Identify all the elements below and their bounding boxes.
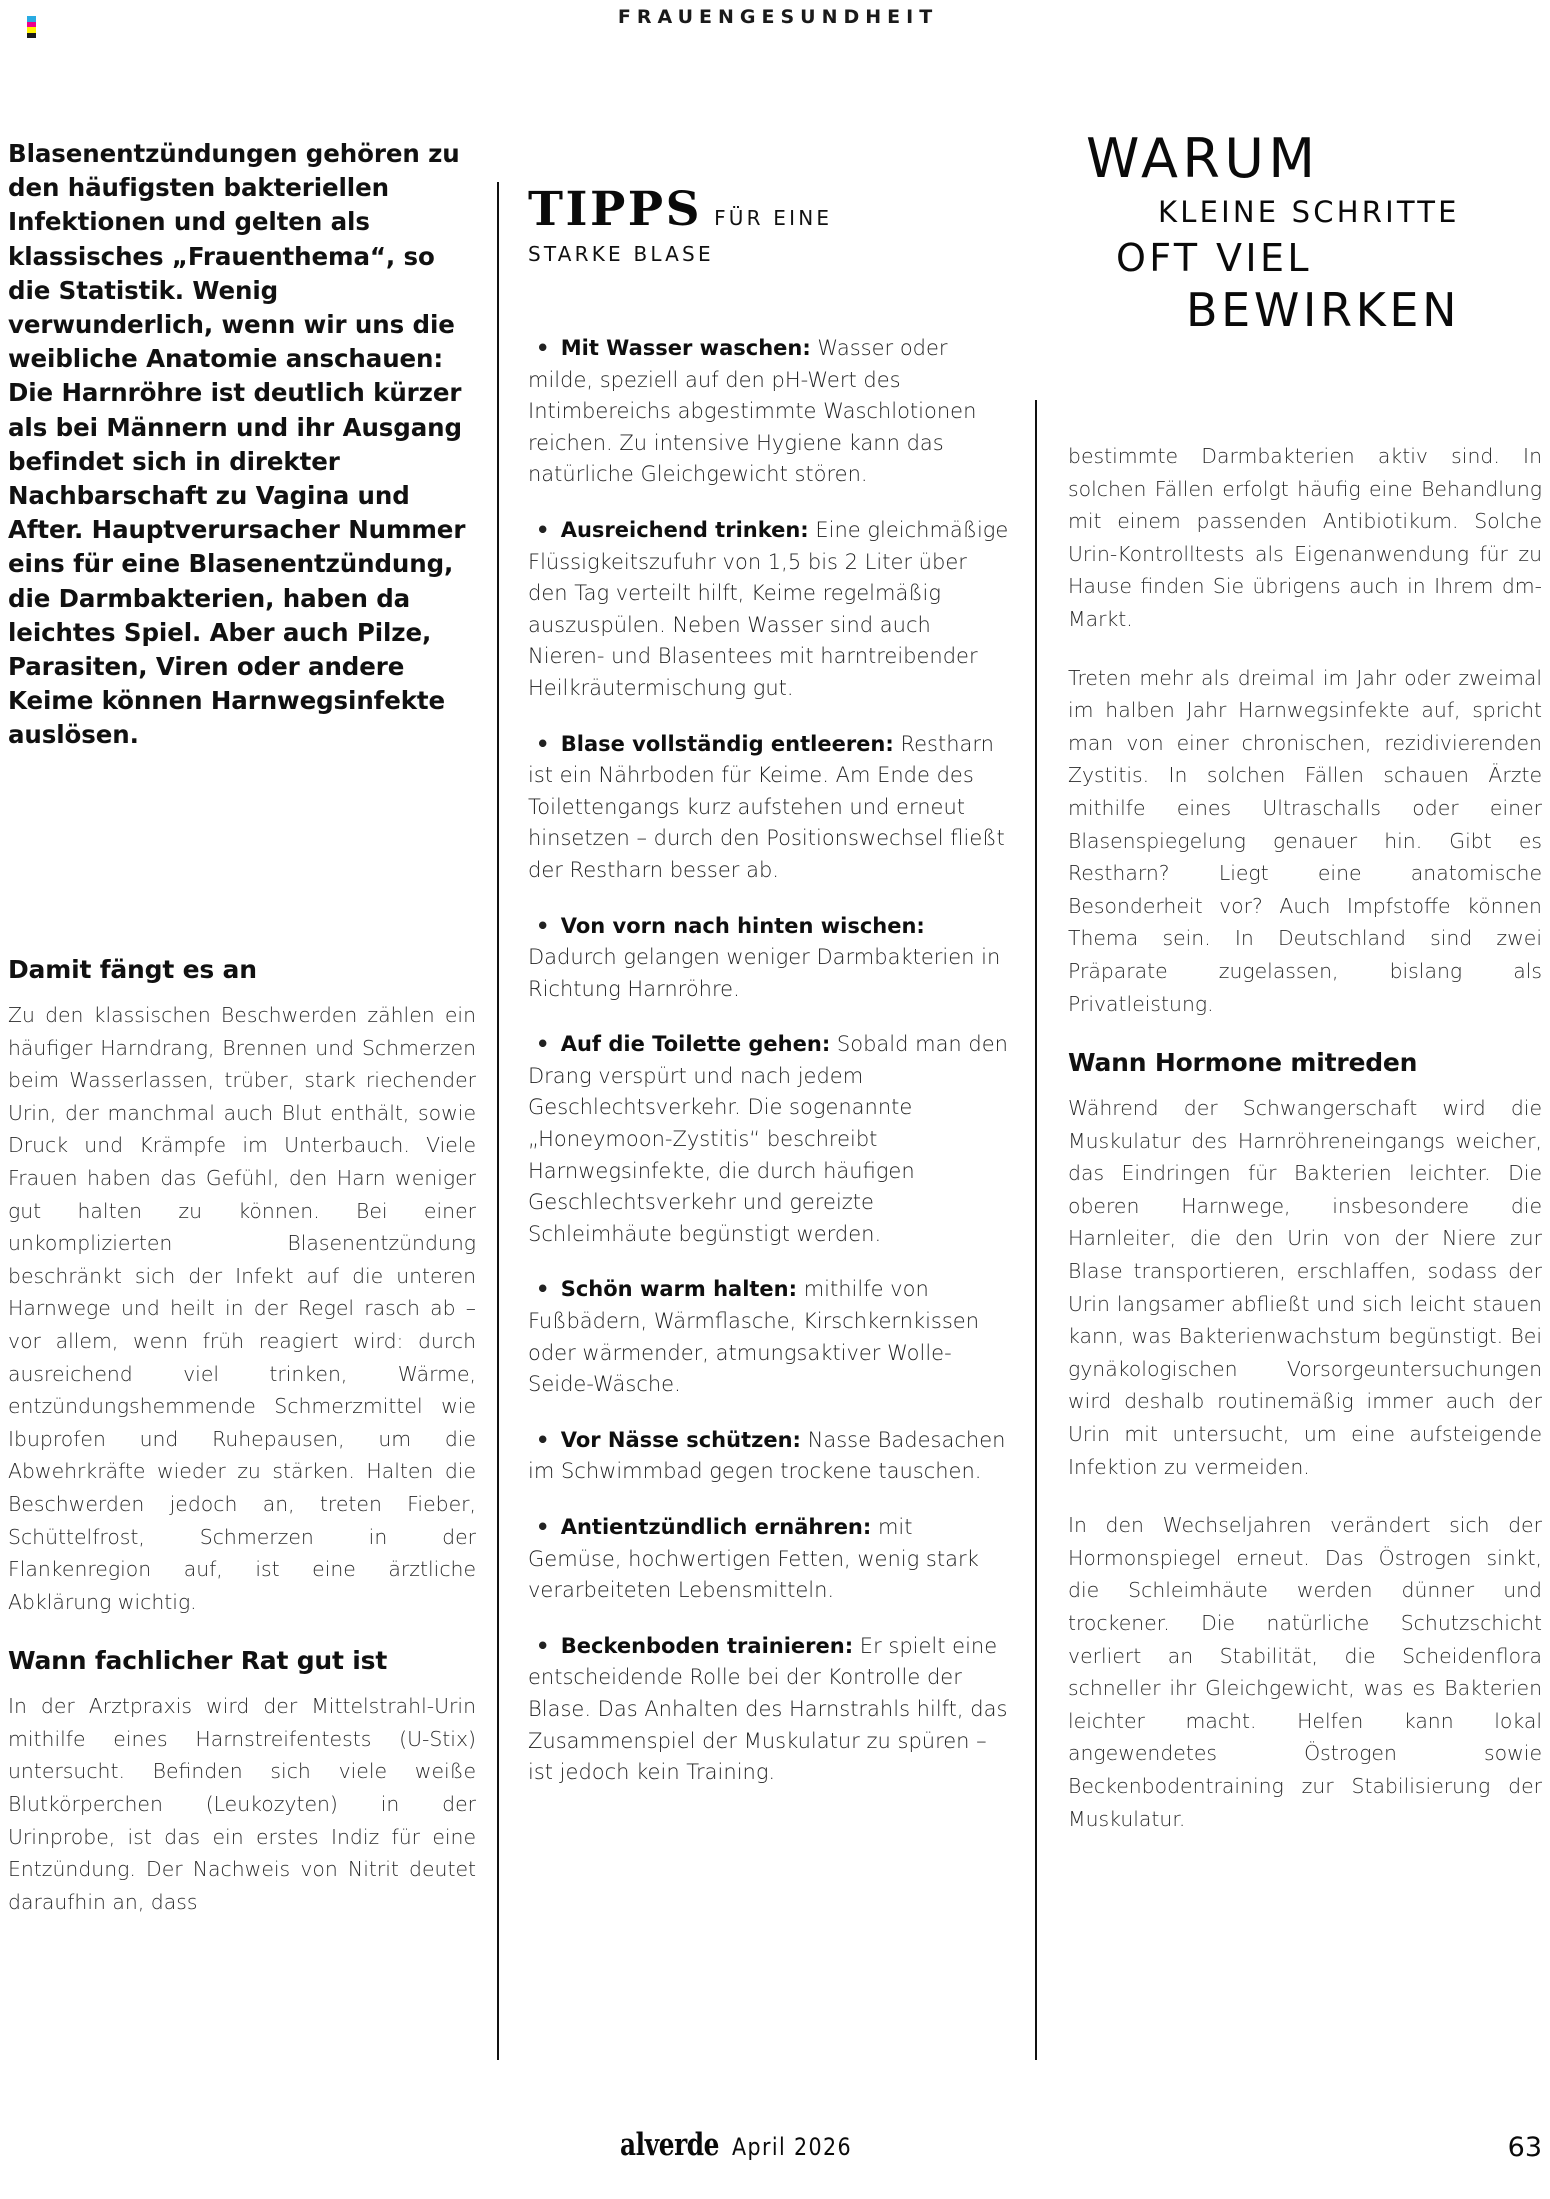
tip-text: Eine gleichmäßige Flüssigkeitszufuhr von 1,5 bis 2 Liter über den Tag verteilt hilft, Keime regelmäßig auszuspülen. Neben Wasser sind auch Nieren- und Blasentees mit harntreibender Heilkräutermischung gut. — [528, 517, 1009, 700]
bullet-icon: • — [536, 731, 557, 756]
page-footer — [0, 2123, 1550, 2163]
tip-item — [528, 729, 1011, 887]
headline-line-4: BEWIRKEN — [1186, 283, 1461, 337]
tip-lead-in: Auf die Toilette gehen: — [560, 1032, 831, 1057]
column-right-body — [1068, 440, 1542, 1835]
heading-wann-fachlicher-rat: Wann fachlicher Rat gut ist — [8, 1646, 388, 1676]
tip-item — [528, 911, 1011, 1006]
tip-lead-in: Von vorn nach hinten wischen: — [560, 913, 925, 938]
page-number: 63 — [1507, 2132, 1542, 2163]
tips-kicker-line-2: STARKE BLASE — [528, 242, 714, 266]
tip-lead-in: Ausreichend trinken: — [560, 517, 809, 542]
column-left-body — [8, 955, 476, 1918]
paragraph-right-2: Treten mehr als dreimal im Jahr oder zweimal im halben Jahr Harnwegsinfekte auf, spricht man von einer chronischen, rezidivierenden Zystitis. In solchen Fällen schauen Ärzte mithilfe eines Ultraschalls oder einer Blasenspiegelung genauer hin. Gibt es Restharn? Liegt eine anatomische Besonderheit vor? Auch Impfstoffe können Thema sein. In Deutschland sind zwei Präparate zugelassen, bislang als Privatleistung. — [1068, 665, 1542, 1016]
tip-lead-in: Schön warm halten: — [560, 1277, 798, 1302]
issue-date: April 2026 — [731, 2133, 852, 2161]
headline-line-3: OFT VIEL — [1116, 236, 1312, 280]
lede-paragraph: Blasenentzündungen gehören zu den häufigsten bakteriellen Infektionen und gelten als klassisches „Frauenthema“, so die Statistik. Wenig verwunderlich, wenn wir uns die weibliche Anatomie anschauen: Die Harnröhre ist deutlich kürzer als bei Männern und ihr Ausgang befindet sich in direkter Nachbarschaft zu Vagina und After. Hauptverursacher Nummer eins für eine Blasenentzündung, die Darmbakterien, haben da leichtes Spiel. Aber auch Pilze, Parasiten, Viren oder andere Keime können Harnwegsinfekte auslösen. — [8, 139, 466, 750]
tips-heading — [528, 182, 1011, 266]
tip-item — [528, 1631, 1011, 1789]
headline-line-1: WARUM — [1086, 127, 1320, 190]
tip-item — [528, 1512, 1011, 1607]
paragraph-right-1: bestimmte Darmbakterien aktiv sind. In solchen Fällen erfolgt häufig eine Behandlung mit einem passenden Antibiotikum. Solche Urin-Kontrolltests als Eigenanwendung für zu Hause finden Sie übrigens auch in Ihrem dm-Markt. — [1068, 444, 1542, 631]
paragraph-hormone-2: In den Wechseljahren verändert sich der Hormonspiegel erneut. Das Östrogen sinkt, die Schleimhäute werden dünner und trockener. Die natürliche Schutzschicht verliert an Stabilität, die Scheidenflora schneller ihr Gleichgewicht, was es Bakterien leichter macht. Helfen kann lokal angewendetes Östrogen sowie Beckenbodentraining zur Stabilisierung der Muskulatur. — [1068, 1513, 1542, 1831]
tip-item — [528, 1029, 1011, 1250]
heading-wann-hormone-mitreden: Wann Hormone mitreden — [1068, 1048, 1418, 1078]
article-headline — [1068, 128, 1548, 338]
tip-lead-in: Beckenboden trainieren: — [560, 1633, 854, 1658]
bullet-icon: • — [536, 517, 557, 542]
paragraph-wann-fachlicher-rat: In der Arztpraxis wird der Mittelstrahl-Urin mithilfe eines Harnstreifentests (U-Stix) untersucht. Befinden sich viele weiße Blutkörperchen (Leukozyten) in der Urinprobe, ist das ein erstes Indiz für eine Entzündung. Der Nachweis von Nitrit deutet daraufhin an, dass — [8, 1694, 476, 1914]
bullet-icon: • — [536, 1032, 557, 1057]
tip-lead-in: Blase vollständig entleeren: — [560, 731, 894, 756]
footer-brand-block — [620, 2127, 871, 2163]
column-divider-left — [497, 182, 499, 2060]
tip-text: Sobald man den Drang verspürt und nach jedem Geschlechtsverkehr. Die sogenannte „Honeymoon-Zystitis“ beschreibt Harnwegsinfekte, die durch häufigen Geschlechtsverkehr und gereizte Schleimhäute begünstigt werden. — [528, 1032, 1008, 1246]
tip-lead-in: Mit Wasser waschen: — [560, 336, 811, 360]
heading-damit-faengt-es-an: Damit fängt es an — [8, 955, 257, 984]
tip-text: Dadurch gelangen weniger Darmbakterien in Richtung Harnröhre. — [528, 945, 1001, 1001]
paragraph-damit-faengt-es-an: Zu den klassischen Beschwerden zählen ein häufiger Harndrang, Brennen und Schmerzen beim Wasserlassen, trüber, stark riechender Urin, der manchmal auch Blut enthält, sowie Druck und Krämpfe im Unterbauch. Viele Frauen haben das Gefühl, den Harn weniger gut halten zu können. Bei einer unkomplizierten Blasenentzündung beschränkt sich der Infekt auf die unteren Harnwege und heilt in der Regel rasch ab – vor allem, wenn früh reagiert wird: durch ausreichend viel trinken, Wärme, entzündungshemmende Schmerzmittel wie Ibuprofen und Ruhepausen, um die Abwehrkräfte wieder zu stärken. Halten die Beschwerden jedoch an, treten Fieber, Schüttelfrost, Schmerzen in der Flankenregion auf, ist eine ärztliche Abklärung wichtig. — [8, 1003, 476, 1614]
bullet-icon: • — [536, 1427, 557, 1452]
bullet-icon: • — [536, 1515, 557, 1539]
tip-item — [528, 515, 1011, 705]
tip-text: Wasser oder milde, speziell auf den pH-Wert des Intimbereichs abgestimmte Waschlotionen reichen. Zu intensive Hygiene kann das natürliche Gleichgewicht stören. — [528, 336, 977, 487]
tips-list — [528, 312, 1011, 1813]
tip-item — [528, 1274, 1011, 1400]
tip-item — [528, 333, 1011, 491]
column-divider-right — [1035, 400, 1037, 2060]
bullet-icon: • — [536, 1277, 557, 1302]
tip-item — [528, 1425, 1011, 1488]
tip-lead-in: Antientzündlich ernähren: — [560, 1515, 872, 1539]
headline-line-2: KLEINE SCHRITTE — [1158, 195, 1460, 229]
brand-logotype: alverde — [620, 2127, 720, 2163]
tips-kicker-line-1: FÜR EINE — [714, 206, 833, 230]
tip-text: Er spielt eine entscheidende Rolle bei der Kontrolle der Blase. Das Anhalten des Harnstrahls hilft, das Zusammenspiel der Muskulatur zu spüren – ist jedoch kein Training. — [528, 1633, 1008, 1785]
tips-title-serif: TIPPS — [528, 182, 703, 237]
running-head: FRAUENGESUNDHEIT — [617, 6, 939, 28]
tip-text: Nasse Badesachen im Schwimmbad gegen trockene tauschen. — [528, 1427, 1006, 1484]
tip-text: mithilfe von Fußbädern, Wärmflasche, Kirschkernkissen oder wärmender, atmungsaktiver Wolle-Seide-Wäsche. — [528, 1277, 980, 1397]
bullet-icon: • — [536, 913, 557, 938]
bullet-icon: • — [536, 336, 557, 360]
tip-lead-in: Vor Nässe schützen: — [560, 1427, 801, 1452]
tip-text: mit Gemüse, hochwertigen Fetten, wenig stark verarbeiteten Lebensmitteln. — [528, 1515, 979, 1603]
paragraph-hormone-1: Während der Schwangerschaft wird die Muskulatur des Harnröhreneingangs weicher, das Eindringen für Bakterien leichter. Die oberen Harnwege, insbesondere die Harnleiter, die den Urin von der Niere zur Blase transportieren, erschlaffen, sodass der Urin langsamer abfließt und sich leicht stauen kann, was Bakterienwachstum begünstigt. Bei gynäkologischen Vorsorgeuntersuchungen wird deshalb routinemäßig immer auch der Urin mit untersucht, um eine aufsteigende Infektion zu vermeiden. — [1068, 1096, 1542, 1479]
tip-text: Restharn ist ein Nährboden für Keime. Am Ende des Toilettengangs kurz aufstehen und erneut hinsetzen – durch den Positionswechsel fließt der Restharn besser ab. — [528, 731, 1005, 882]
bullet-icon: • — [536, 1633, 557, 1658]
